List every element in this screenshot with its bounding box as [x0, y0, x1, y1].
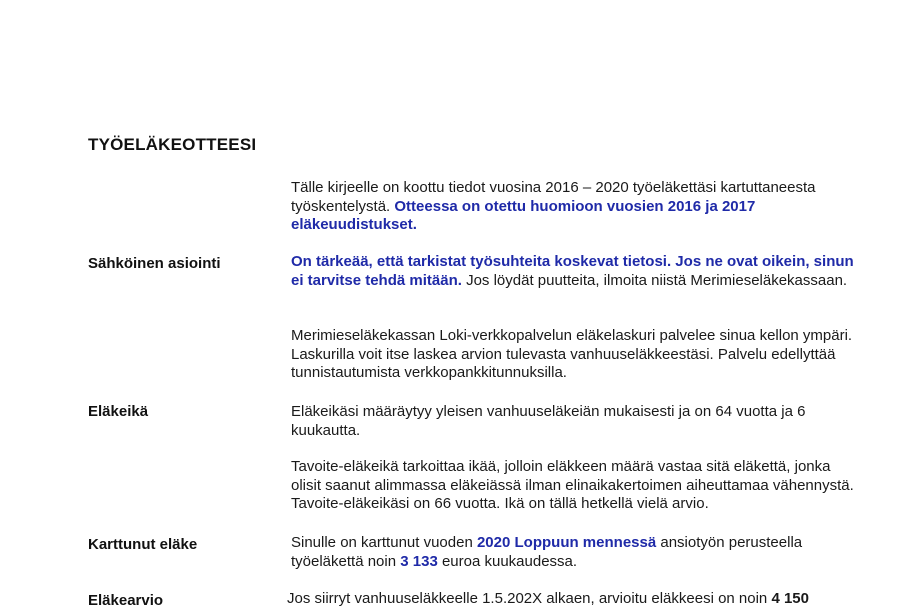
- document-title: TYÖELÄKEOTTEESI: [88, 135, 257, 154]
- accrued-amount-highlight: 3 133: [400, 552, 438, 570]
- electronic-highlight: On tärkeää, että tarkistat työsuhteita koskevat tietosi. Jos ne ovat oikein, sinun ei tarvitse tehdä mitään.: [291, 253, 854, 289]
- retirement-age-paragraph-1: Eläkeikäsi määräytyy yleisen vanhuuseläkeiän mukaisesti ja on 64 vuotta ja 6 kuukautta.: [291, 403, 806, 439]
- intro-text: Tälle kirjeelle on koottu tiedot vuosina 2016 – 2020 työeläkettäsi kartuttaneesta työskentelystä.: [291, 179, 816, 215]
- electronic-paragraph-1: [291, 253, 861, 290]
- estimate-paragraph: [287, 590, 857, 609]
- retirement-age-paragraph-2: Tavoite-eläkeikä tarkoittaa ikää, jolloin eläkkeen määrä vastaa sitä eläkettä, jonka olisit saanut alimmassa eläkeiässä ilman elinaikakertoimen aiheuttamaa vähennystä. Tavoite-eläkeikäsi on 66 vuotta. Ikä on tällä hetkellä vielä arvio.: [291, 458, 854, 512]
- section-label-electronic: Sähköinen asiointi: [88, 255, 221, 272]
- section-label-accrued: Karttunut eläke: [88, 536, 198, 553]
- section-label-retirement-age: Eläkeikä: [88, 403, 149, 420]
- intro-highlight: Otteessa on otettu huomioon vuosien 2016 ja 2017 eläkeuudistukset.: [291, 197, 756, 233]
- section-label-estimate: Eläkearvio: [88, 592, 164, 609]
- estimate-text: Jos siirryt vanhuuseläkkeelle 1.5.202X alkaen, arvioitu eläkkeesi on noin: [287, 590, 772, 607]
- electronic-text: Jos löydät puutteita, ilmoita niistä Merimieseläkekassaan.: [461, 271, 848, 289]
- accrued-text-2: ansiotyön perusteella työeläkettä noin: [291, 534, 803, 570]
- accrued-paragraph: [291, 534, 861, 571]
- accrued-text-3: euroa kuukaudessa.: [437, 552, 578, 570]
- electronic-paragraph-2: Merimieseläkekassan Loki-verkkopalvelun eläkelaskuri palvelee sinua kellon ympäri. Laskurilla voit itse laskea arvion tulevasta vanhuuseläkkeestäsi. Palvelu edellyttää tunnistautumista verkkopankkitunnuksilla.: [291, 327, 853, 381]
- intro-paragraph: [291, 179, 861, 235]
- accrued-text-1: Sinulle on karttunut vuoden: [291, 534, 477, 551]
- accrued-year-highlight: 2020 Loppuun mennessä: [476, 534, 657, 551]
- estimate-amount: 4 150: [771, 590, 809, 607]
